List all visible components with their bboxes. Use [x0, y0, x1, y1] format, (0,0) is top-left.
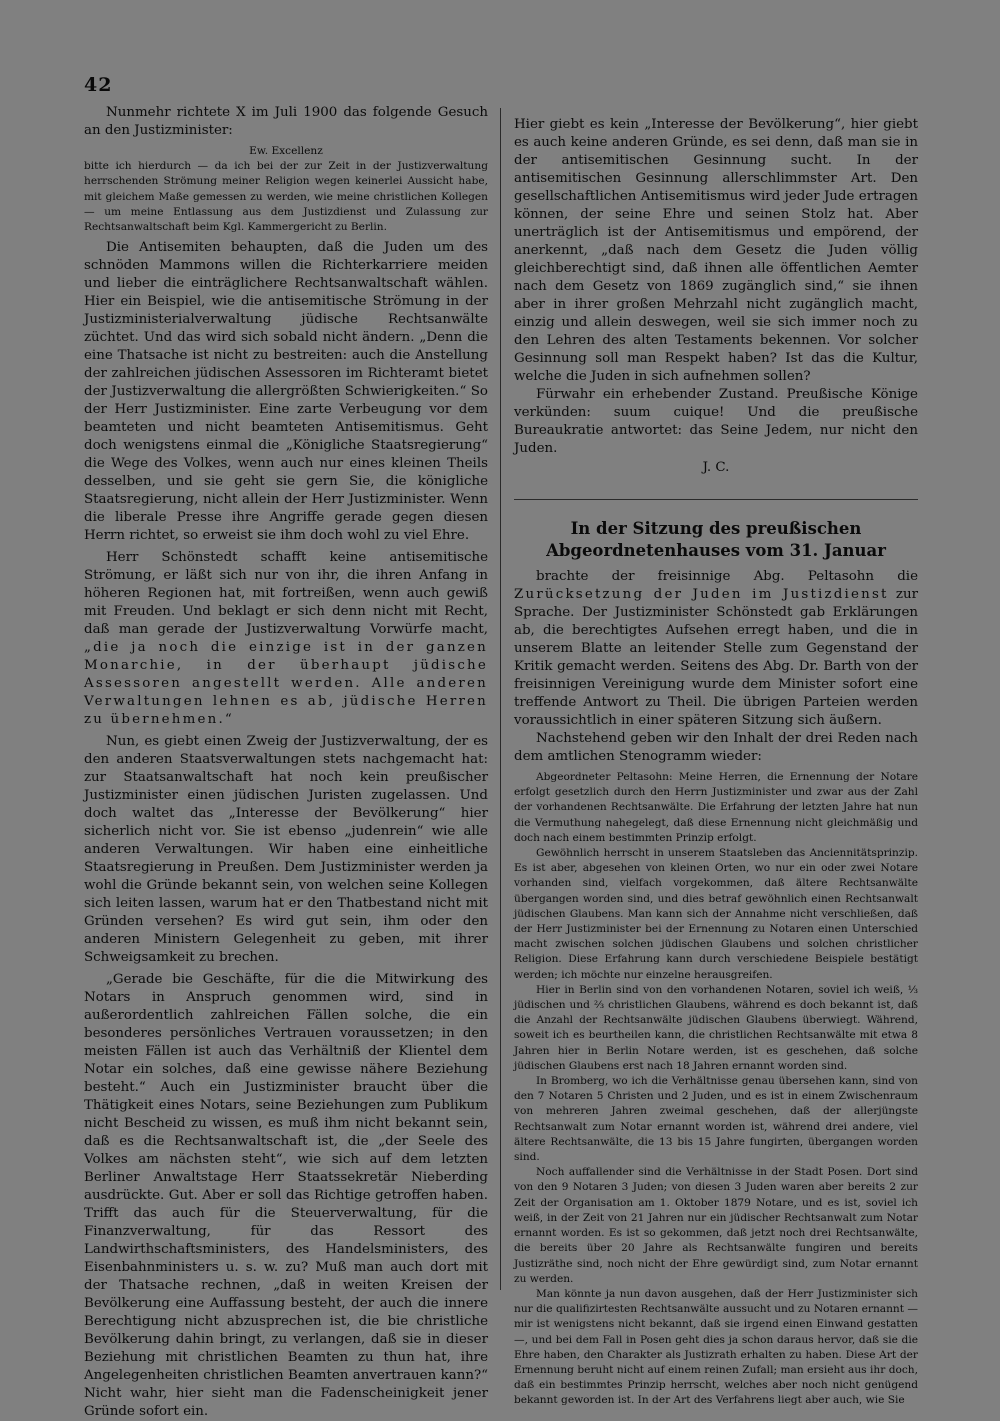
column-divider — [500, 108, 501, 1290]
stenogram-paragraph: In Bromberg, wo ich die Verhältnisse genau übersehen kann, sind von den 7 Notaren 5 Christen und 2 Juden, und es ist in einem Zwischenraum von mehreren Jahren zweimal geschehen, daß der allerjüngste Rechtsanwalt zum Notar ernannt worden ist, während drei andere, viel ältere Rechtsanwälte, die 13 bis 15 Jahre fungirten, übergangen worden sind. — [514, 1075, 918, 1164]
left-column — [84, 104, 488, 1421]
letter-text: bitte ich hierdurch — da ich bei der zur Zeit in der Justizverwaltung herrschenden Strömung meiner Religion wegen keinerlei Aussicht habe, mit gleichem Maße gemessen zu werden, wie meine christlichen Kollegen — um meine Entlassung aus dem Justizdienst und Zulassung zur Rechtsanwaltschaft beim Kgl. Kammergericht zu Berlin. — [84, 160, 488, 234]
paragraph — [84, 549, 488, 729]
paragraph: Nun, es giebt einen Zweig der Justizverwaltung, der es den anderen Staatsverwaltungen stets nachgemacht hat: zur Staatsanwaltschaft hat noch kein preußischer Justizminister einen jüdischen Juristen zugelassen. Und doch waltet das „Interesse der Bevölkerung“ hier sicherlich nicht vor. Sie ist ebenso „judenrein“ wie alle anderen Verwaltungen. Wir haben eine einheitliche Staatsregierung in Preußen. Dem Justizminister werden ja wohl die Gründe bekannt sein, von welchen seine Kollegen sich leiten lassen, warum hat er den Thatbestand nicht mit Gründen versehen? Es wird gut sein, ihm oder den anderen Ministern Gelegenheit zu geben, mit ihrer Schweigsamkeit zu brechen. — [84, 734, 488, 966]
spaced-emphasis: Zurücksetzung der Juden im Justizdienst — [514, 587, 889, 602]
stenogram-paragraph: Man könnte ja nun davon ausgehen, daß der Herr Justizminister sich nur die qualifizirtesten Rechtsanwälte aussucht und zu Notaren ernannt — mir ist wenigstens nicht bekannt, daß sie irgend einen Einwand gestatten —, und bei dem Fall in Posen geht dies ja schon daraus hervor, daß sie die Ehre haben, den Charakter als Justizrath erhalten zu haben. Diese Art der Ernennung beruht nicht auf einem reinen Zufall; man ersieht aus ihr doch, daß ein bestimmtes Prinzip herrscht, welches aber noch nicht genügend bekannt geworden ist. In der Art des Verfahrens liegt aber auch, wie Sie — [514, 1287, 918, 1407]
paragraph-text: Herr Schönstedt schafft keine antisemitische Strömung, er läßt sich nur von ihr, die ihren Anfang in höheren Regionen hat, mit fortreißen, wenn auch gewiß mit Freuden. Und beklagt er sich denn nicht mit Recht, daß man gerade der Justizverwaltung Vorwürfe macht, — [84, 550, 488, 638]
page-number: 42 — [84, 74, 113, 96]
stenogram-paragraph: Abgeordneter Peltasohn: Meine Herren, die Ernennung der Notare erfolgt gesetzlich durch den Herrn Justizminister und zwar aus der Zahl der vorhandenen Rechtsanwälte. Die Erfahrung der letzten Jahre hat nun die Vermuthung nahegelegt, daß diese Ernennung nicht gleichmäßig und doch nach einem bestimmten Prinzip erfolgt. — [514, 771, 918, 844]
paragraph: „Gerade bie Geschäfte, für die die Mitwirkung des Notars in Anspruch genommen wird, sind in außerordentlich zahlreichen Fällen solche, die ein besonderes persönliches Vertrauen voraussetzen; in den meisten Fällen ist auch das Verhältniß der Klientel dem Notar ein solches, daß eine gewisse nähere Beziehung besteht.“ Auch ein Justizminister braucht über die Thätigkeit eines Notars, seine Beziehungen zum Publikum nicht Bescheid zu wissen, es muß ihm nicht bekannt sein, daß es die Rechtsanwaltschaft ist, die „der Seele des Volkes am nächsten steht“, wie sich auf dem letzten Berliner Anwaltstage Herr Staatssekretär Nieberding ausdrückte. Gut. Aber er soll das Richtige getroffen haben. Trifft das auch für die Steuerverwaltung, für die Finanzverwaltung, für das Ressort des Landwirthschaftsministers, des Handelsministers, des Eisenbahnministers u. s. w. zu? Muß man auch dort mit der Thatsache rechnen, „daß in weiten Kreisen der Bevölkerung eine Auffassung besteht, der auch die innere Berechtigung nicht abzusprechen ist, die bie christliche Bevölkerung dahin bringt, zu verlangen, daß sie in dieser Beziehung mit christlichen Beamten zu thun hat, ihre Angelegenheiten christlichen Beamten anvertrauen kann?“ Nicht wahr, hier sieht man die Fadenscheinigkeit jener Gründe sofort ein. — [84, 972, 488, 1420]
paragraph: Nachstehend geben wir den Inhalt der drei Reden nach dem amtlichen Stenogramm wieder: — [514, 731, 918, 764]
paragraph: Fürwahr ein erhebender Zustand. Preußische Könige verkünden: suum cuique! Und die preußische Bureaukratie antwortet: das Seine Jedem, nur nicht den Juden. — [514, 387, 918, 456]
paragraph: Nunmehr richtete X im Juli 1900 das folgende Gesuch an den Justizminister: — [84, 105, 488, 138]
section-separator — [514, 499, 918, 500]
paragraph — [514, 568, 918, 730]
stenogram-paragraph: Noch auffallender sind die Verhältnisse in der Stadt Posen. Dort sind von den 9 Notaren 3 Juden; von diesen 3 Juden waren aber bereits 2 zur Zeit der Organisation am 1. Oktober 1879 Notare, und es ist, soviel ich weiß, in der Zeit von 21 Jahren nur ein jüdischer Rechtsanwalt zum Notar ernannt worden. Es ist so gekommen, daß jetzt noch drei Rechtsanwälte, die bereits über 20 Jahre als Rechtsanwälte fungiren und bereits Justizräthe sind, noch nicht der Ehre gewürdigt sind, zum Notar ernannt zu werden. — [514, 1166, 918, 1285]
spaced-quote: „die ja noch die einzige ist in der ganzen Monarchie, in der überhaupt jüdische Assessoren angestellt werden. Alle anderen Verwaltungen lehnen es ab, jüdische Herren zu übernehmen.“ — [84, 640, 488, 728]
paragraph-text: zur Sprache. Der Justizminister Schönstedt gab Erklärungen ab, die berechtigtes Aufsehen erregt haben, und die in unserem Blatte an leitender Stelle zum Gegenstand der Kritik gemacht werden. Seitens des Abg. Dr. Barth von der freisinnigen Vereinigung wurde dem Minister sofort eine treffende Antwort zu Theil. Die übrigen Parteien werden voraussichtlich in einer späteren Sitzung sich äußern. — [514, 587, 918, 728]
right-column — [514, 116, 918, 1409]
paragraph: Die Antisemiten behaupten, daß die Juden um des schnöden Mammons willen die Richterkarriere meiden und lieber die einträglichere Rechtsanwaltschaft wählen. Hier ein Beispiel, wie die antisemitische Strömung in der Justizministerialverwaltung jüdische Rechtsanwälte züchtet. Und das wird sich sobald nicht ändern. „Denn die eine Thatsache ist nicht zu bestreiten: auch die Anstellung der zahlreichen jüdischen Assessoren im Richteramt bietet der Justizverwaltung die allergrößten Schwierigkeiten.“ So der Herr Justizminister. Eine zarte Verbeugung vor dem beamteten und nicht beamteten Antisemitismus. Geht doch wenigstens einmal die „Königliche Staatsregierung“ die Wege des Volkes, wenn auch nur eines kleinen Theils desselben, und sie geht sie gern Sie, die königliche Staatsregierung, nicht allein der Herr Justizminister. Wenn die liberale Presse ihre Angriffe gerade gegen diesen Herrn richtet, so erweist sie ihm doch wohl zu viel Ehre. — [84, 240, 488, 544]
stenogram-paragraph: Gewöhnlich herrscht in unserem Staatsleben das Anciennitätsprinzip. Es ist aber, abgesehen von kleinen Orten, wo nur ein oder zwei Notare vorhanden sind, vielfach vorgekommen, daß ältere Rechtsanwälte übergangen worden sind, und dies betraf gewöhnlich einen Rechtsanwalt jüdischen Glaubens. Man kann sich der Annahme nicht verschließen, daß der Herr Justizminister bei der Ernennung zu Notaren einen Unterschied macht zwischen solchen jüdischen Glaubens und solchen christlicher Religion. Diese Erfahrung kann durch verschiedene Beispiele bestätigt werden; ich möchte nur einzelne herausgreifen. — [514, 847, 918, 981]
paragraph: Hier giebt es kein „Interesse der Bevölkerung“, hier giebt es auch keine anderen Gründe, es sei denn, daß man sie in der antisemitischen Gesinnung sucht. In der antisemitischen Gesinnung allerschlimmster Art. Den gesellschaftlichen Antisemitismus wird jeder Jude ertragen können, der seine Ehre und seinen Stolz hat. Aber unerträglich ist der Antisemitismus und empörend, der anerkennt, „daß nach dem Gesetz die Juden völlig gleichberechtigt sind, daß ihnen alle öffentlichen Aemter nach dem Gesetz von 1869 zugänglich sind,“ sie ihnen aber in ihrer großen Mehrzahl nicht zugänglich macht, einzig und allein deswegen, weil sie sich immer noch zu den Lehren des alten Testaments bekennen. Vor solcher Gesinnung soll man Respekt haben? Ist das die Kultur, welche die Juden in sich aufnehmen sollen? — [514, 117, 918, 384]
paragraph-text: brachte der freisinnige Abg. Peltasohn die — [536, 569, 918, 584]
stenogram-paragraph: Hier in Berlin sind von den vorhandenen Notaren, soviel ich weiß, ⅓ jüdischen und ⅔ christlichen Glaubens, während es doch bekannt ist, daß die Anzahl der Rechtsanwälte jüdischen Glaubens überwiegt. Während, soweit ich es beurtheilen kann, die christlichen Rechtsanwälte mit etwa 8 Jahren hier in Berlin Notare werden, ist es geschehen, daß solche jüdischen Glaubens erst nach 18 Jahren ernannt worden sind. — [514, 983, 918, 1072]
section-heading: In der Sitzung des preußischen Abgeordnetenhauses vom 31. Januar — [546, 519, 886, 560]
signature: J. C. — [702, 460, 730, 475]
salutation: Ew. Excellenz — [249, 145, 323, 157]
